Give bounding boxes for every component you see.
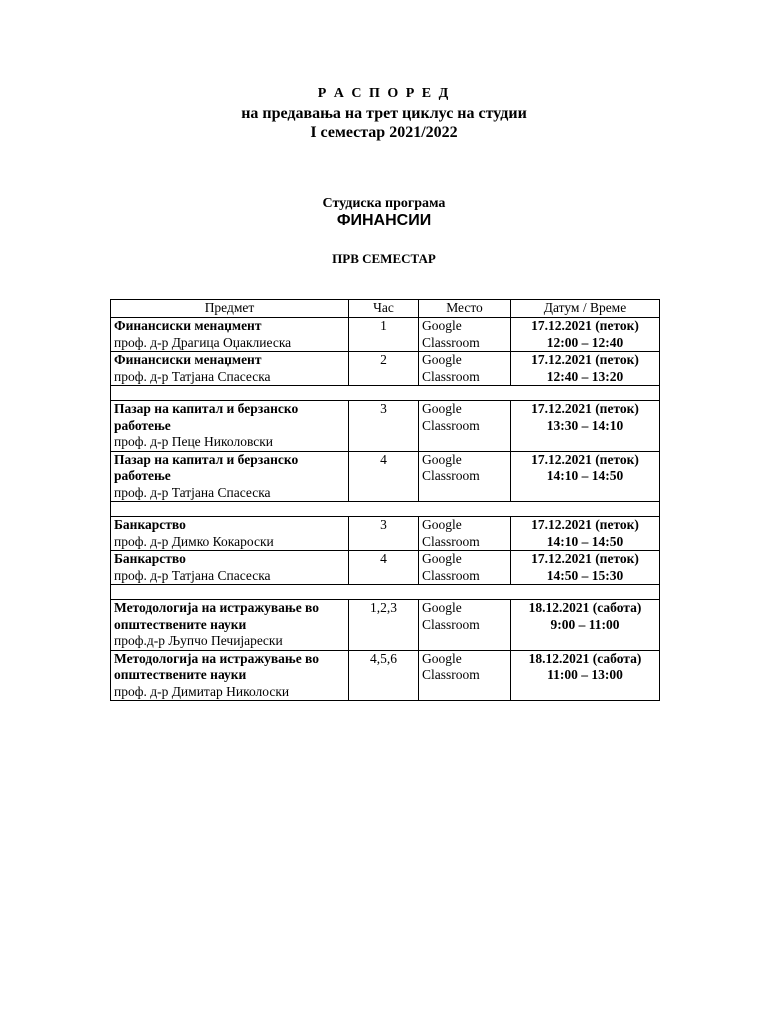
- spacer-row: [111, 585, 660, 600]
- hour-cell: 4,5,6: [349, 650, 419, 701]
- place-line-2: Classroom: [422, 667, 480, 682]
- datetime-cell: [511, 352, 660, 386]
- date-text: 18.12.2021 (сабота): [528, 600, 642, 615]
- professor-name: проф.д-р Љупчо Печијареcки: [114, 633, 283, 648]
- place-line-1: Google: [422, 318, 462, 333]
- place-line-1: Google: [422, 551, 462, 566]
- place-cell: [419, 401, 511, 452]
- time-text: 12:40 – 13:20: [546, 368, 624, 384]
- place-line-1: Google: [422, 401, 462, 416]
- place-cell: [419, 551, 511, 585]
- datetime-cell: [511, 318, 660, 352]
- place-line-2: Classroom: [422, 468, 480, 483]
- subject-cell: [111, 352, 349, 386]
- place-cell: [419, 517, 511, 551]
- spacer-row: [111, 386, 660, 401]
- hour-cell: 4: [349, 451, 419, 502]
- place-line-2: Classroom: [422, 417, 480, 433]
- program-name: ФИНАНСИИ: [336, 212, 432, 229]
- place-line-2: Classroom: [422, 567, 480, 583]
- column-header-datetime: Датум / Време: [511, 300, 660, 318]
- table-row: [111, 318, 660, 352]
- table-row: [111, 600, 660, 651]
- professor-name: проф. д-р Димитар Николоски: [114, 683, 290, 699]
- column-header-hour: Час: [349, 300, 419, 318]
- place-cell: [419, 650, 511, 701]
- course-name: Финансиски менаџмент: [114, 318, 262, 333]
- course-name: Методологија на истражување во општествените науки: [114, 650, 320, 682]
- date-text: 17.12.2021 (петок): [531, 451, 639, 467]
- place-line-1: Google: [422, 650, 462, 666]
- place-line-1: Google: [422, 451, 462, 467]
- table-header-row: [111, 300, 660, 318]
- place-line-1: Google: [422, 352, 462, 367]
- professor-name: проф. д-р Пеце Николовски: [114, 434, 274, 449]
- place-line-2: Classroom: [422, 533, 480, 549]
- subject-cell: [111, 401, 349, 452]
- professor-name: проф. д-р Татјана Спасеска: [114, 484, 271, 500]
- time-text: 12:00 – 12:40: [546, 334, 624, 350]
- subject-cell: [111, 600, 349, 651]
- date-text: 17.12.2021 (петок): [531, 551, 639, 566]
- hour-cell: 1,2,3: [349, 600, 419, 651]
- time-text: 11:00 – 13:00: [547, 667, 623, 682]
- subject-cell: [111, 451, 349, 502]
- course-name: Банкарство: [114, 551, 186, 566]
- hour-cell: 3: [349, 517, 419, 551]
- course-name: Финансиски менаџмент: [114, 352, 262, 367]
- time-text: 14:50 – 15:30: [546, 567, 624, 583]
- place-cell: [419, 600, 511, 651]
- professor-name: проф. д-р Димко Кокароски: [114, 533, 274, 549]
- document-subtitle: на предавања на трет циклус на студии: [241, 105, 527, 122]
- date-text: 17.12.2021 (петок): [531, 352, 639, 367]
- time-text: 9:00 – 11:00: [550, 616, 620, 632]
- time-text: 14:10 – 14:50: [546, 533, 624, 549]
- course-name: Методологија на истражување во општествените науки: [114, 600, 320, 632]
- document-title: Р А С П О Р Е Д: [317, 86, 451, 101]
- time-text: 14:10 – 14:50: [546, 468, 624, 483]
- hour-cell: 2: [349, 352, 419, 386]
- date-text: 17.12.2021 (петок): [531, 318, 639, 333]
- professor-name: проф. д-р Драгица Оџаклиеска: [114, 334, 292, 350]
- spacer-cell: [111, 386, 660, 401]
- place-line-1: Google: [422, 600, 462, 615]
- table-row: [111, 352, 660, 386]
- professor-name: проф. д-р Татјана Спасеска: [114, 368, 271, 384]
- place-line-2: Classroom: [422, 616, 480, 632]
- subject-cell: [111, 318, 349, 352]
- date-text: 17.12.2021 (петок): [531, 401, 639, 416]
- datetime-cell: [511, 551, 660, 585]
- table-row: [111, 451, 660, 502]
- place-line-2: Classroom: [422, 368, 480, 384]
- schedule-table: [110, 299, 660, 701]
- column-header-place: Место: [419, 300, 511, 318]
- course-name: Пазар на капитал и берзанско работење: [114, 451, 299, 483]
- datetime-cell: [511, 401, 660, 452]
- semester-heading: ПРВ СЕМЕСТАР: [332, 251, 436, 266]
- table-row: [111, 650, 660, 701]
- column-header-subject: Предмет: [111, 300, 349, 318]
- course-name: Пазар на капитал и берзанско работење: [114, 401, 299, 433]
- program-label: Студиска програма: [322, 196, 446, 211]
- place-cell: [419, 451, 511, 502]
- spacer-cell: [111, 502, 660, 517]
- table-row: [111, 551, 660, 585]
- table-row: [111, 401, 660, 452]
- datetime-cell: [511, 517, 660, 551]
- hour-cell: 3: [349, 401, 419, 452]
- date-text: 17.12.2021 (петок): [531, 517, 639, 532]
- time-text: 13:30 – 14:10: [546, 417, 624, 433]
- datetime-cell: [511, 600, 660, 651]
- datetime-cell: [511, 650, 660, 701]
- subject-cell: [111, 650, 349, 701]
- place-line-1: Google: [422, 517, 462, 532]
- hour-cell: 1: [349, 318, 419, 352]
- course-name: Банкарство: [114, 517, 186, 532]
- spacer-row: [111, 502, 660, 517]
- semester-year: I семестар 2021/2022: [310, 124, 458, 141]
- subject-cell: [111, 551, 349, 585]
- hour-cell: 4: [349, 551, 419, 585]
- place-cell: [419, 352, 511, 386]
- subject-cell: [111, 517, 349, 551]
- professor-name: проф. д-р Татјана Спасеска: [114, 567, 271, 583]
- datetime-cell: [511, 451, 660, 502]
- table-row: [111, 517, 660, 551]
- place-line-2: Classroom: [422, 334, 480, 350]
- spacer-cell: [111, 585, 660, 600]
- place-cell: [419, 318, 511, 352]
- date-text: 18.12.2021 (сабота): [528, 650, 642, 666]
